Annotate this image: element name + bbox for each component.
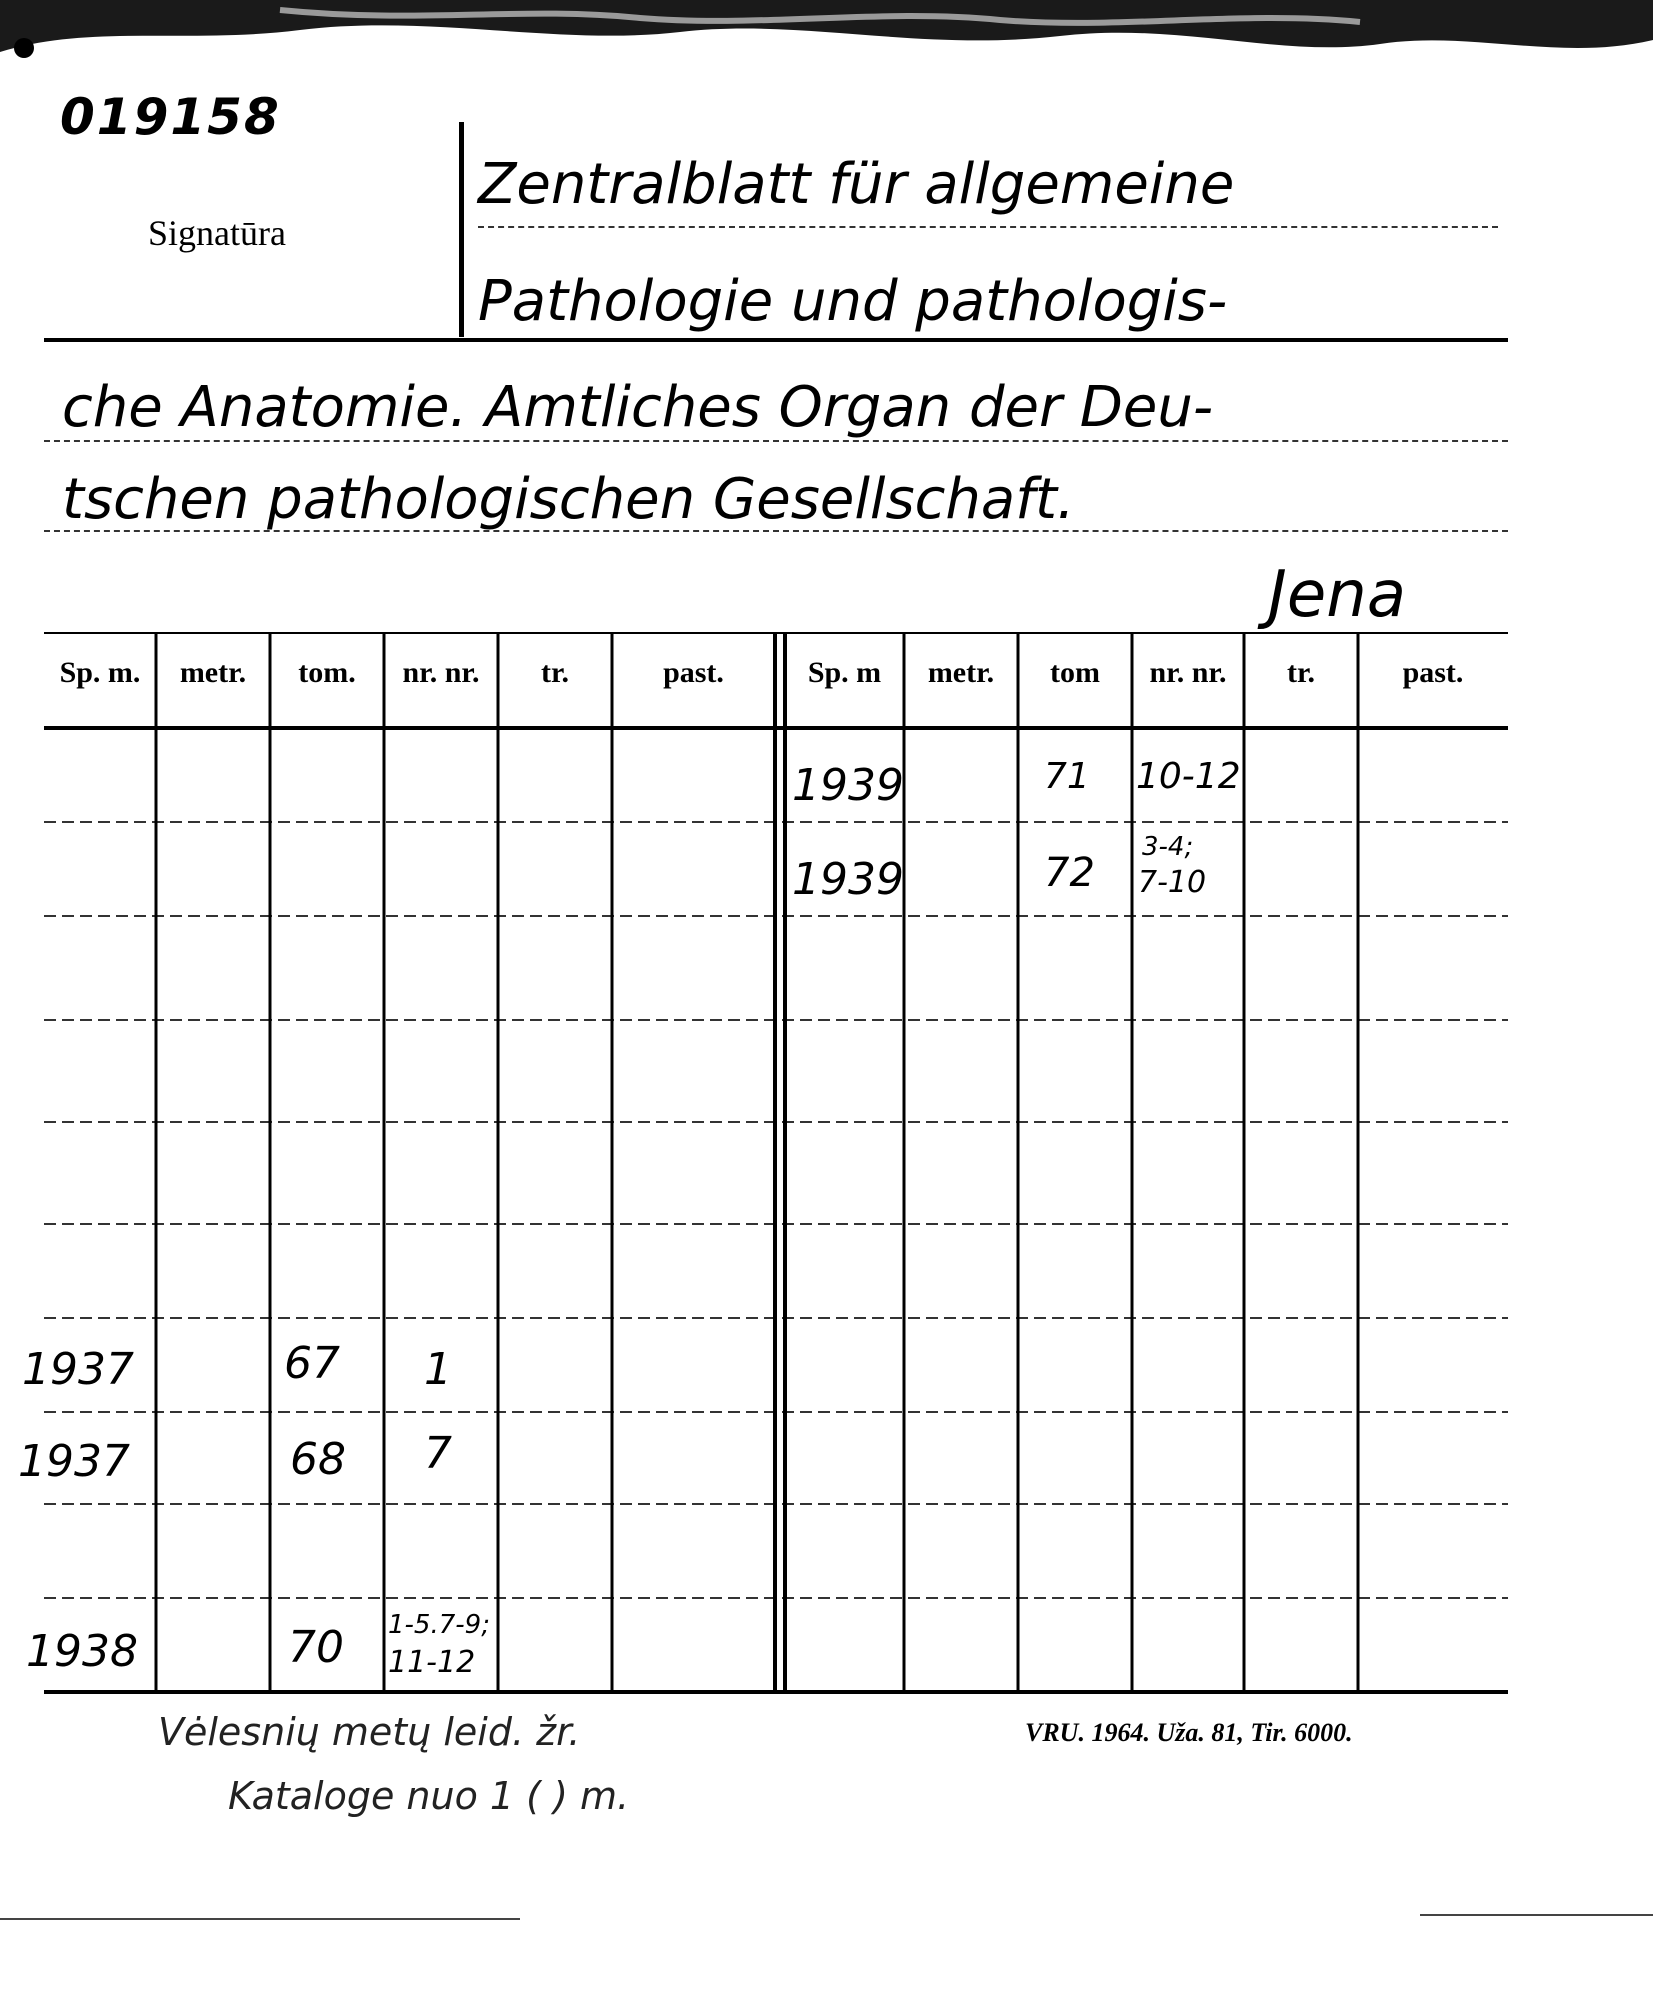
signature-divider [459,122,464,337]
left-entry-2-year: 1937 [18,1436,130,1487]
signature-label: Signatūra [148,213,286,253]
left-entry-1-year: 1937 [22,1344,134,1395]
right-entry-1-year: 1939 [792,760,904,811]
title-line-4: tschen pathologischen Gesellschaft. [62,467,1075,532]
header-left-tr: tr. [540,656,570,689]
title-line-1: Zentralblatt für allgemeine [478,152,1235,217]
header-left-nr: nr. nr. [402,656,480,689]
right-entry-2-nr-line2: 7-10 [1138,865,1207,900]
title-line-2: Pathologie und pathologis- [478,269,1228,334]
left-entry-1-nr: 1 [424,1344,452,1395]
header-right-nr: nr. nr. [1149,656,1227,689]
left-entry-3-nr-line1: 1-5.7-9; [388,1610,490,1640]
signature-number: 019158 [60,88,281,146]
title-rule-1 [478,226,1498,228]
header-right-tom: tom [1050,656,1100,689]
right-entry-2-year: 1939 [792,854,904,905]
left-entry-3-year: 1938 [26,1626,138,1677]
header-left-tom: tom. [298,656,356,689]
left-entry-3-nr-line2: 11-12 [388,1645,476,1680]
left-entry-2-nr: 7 [424,1428,452,1479]
note-catalogue: Kataloge nuo 1 ( ) m. [228,1774,630,1818]
left-entry-1-tom: 67 [284,1338,340,1389]
left-entry-2-tom: 68 [290,1434,346,1485]
header-right-metr: metr. [927,656,995,689]
city: Jena [1268,558,1407,632]
torn-top-edge [0,0,1653,70]
holdings-table [18,632,1508,1694]
right-entry-1-tom: 71 [1044,756,1090,797]
right-entry-2-nr-line1: 3-4; [1142,832,1194,862]
title-rule-4 [44,530,1508,532]
note-later-issues: Vėlesnių metų leid. žr. [158,1710,581,1754]
printer-mark: VRU. 1964. Uža. 81, Tir. 6000. [1025,1718,1353,1747]
left-entry-3-tom: 70 [288,1622,344,1673]
table-grid-lines [44,632,1508,1694]
bottom-edge-mark-right [1420,1914,1653,1916]
header-left-past: past. [663,656,724,689]
header-right-tr: tr. [1286,656,1316,689]
title-line-3: che Anatomie. Amtliches Organ der Deu- [62,375,1214,440]
header-right-past: past. [1402,656,1464,689]
title-rule-3 [44,440,1508,442]
right-entry-1-nr: 10-12 [1136,756,1241,797]
right-entry-2-tom: 72 [1044,850,1095,896]
title-rule-2 [44,338,1508,342]
bottom-edge-mark-left [0,1918,520,1920]
header-left-sp-m: Sp. m. [59,656,141,689]
header-left-metr: metr. [179,656,247,689]
header-right-sp-m: Sp. m [807,656,882,689]
